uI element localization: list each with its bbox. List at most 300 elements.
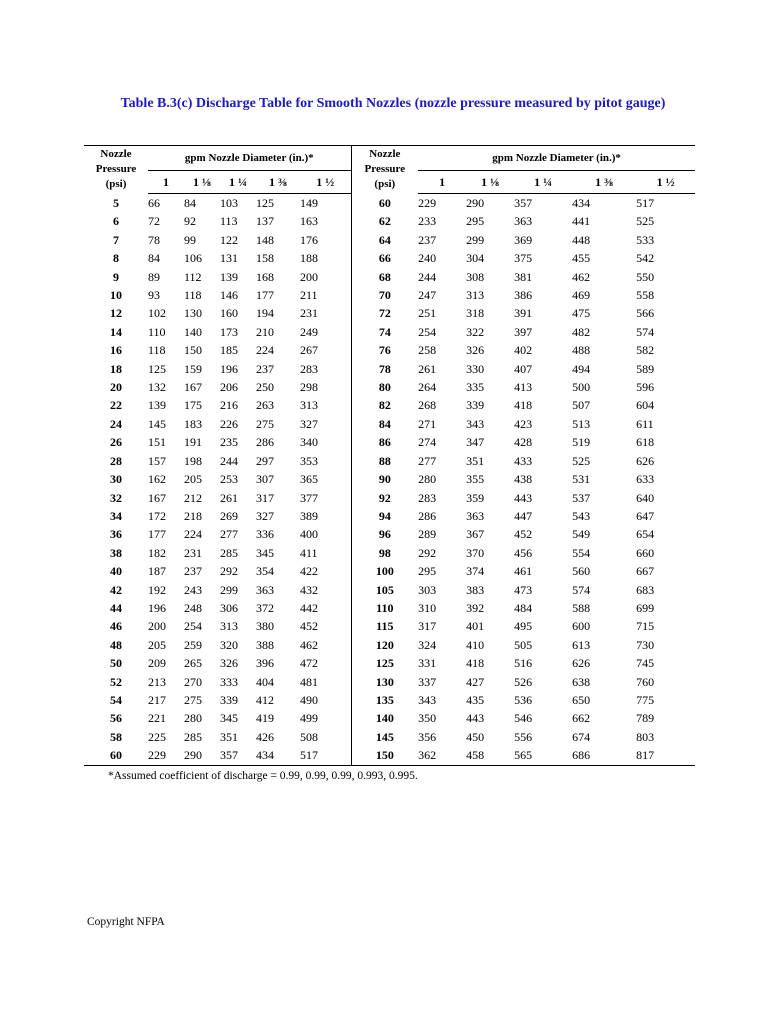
flow-cell: 452 xyxy=(514,527,533,542)
flow-cell: 488 xyxy=(572,343,591,358)
pressure-cell: 76 xyxy=(351,341,418,359)
flow-cell: 209 xyxy=(148,656,166,671)
flow-cell: 554 xyxy=(572,545,591,560)
flow-cell: 196 xyxy=(148,600,166,615)
flow-cell: 194 xyxy=(256,306,274,321)
table-row xyxy=(84,452,695,470)
table-row xyxy=(84,636,695,654)
flow-cell: 224 xyxy=(256,343,274,358)
flow-cell: 268 xyxy=(418,398,437,413)
pressure-cell: 38 xyxy=(110,545,122,560)
pressure-cell: 40 xyxy=(110,564,122,579)
pressure-cell: 26 xyxy=(110,435,122,450)
flow-cell: 350 xyxy=(418,711,437,726)
flow-cell: 274 xyxy=(418,435,437,450)
flow-cell: 462 xyxy=(572,269,591,284)
flow-cell: 185 xyxy=(220,343,238,358)
flow-cell: 149 xyxy=(300,196,318,210)
flow-cell: 330 xyxy=(466,361,485,376)
flow-cell: 271 xyxy=(418,416,437,431)
flow-cell: 139 xyxy=(148,398,166,413)
flow-cell: 450 xyxy=(466,729,485,744)
flow-cell: 259 xyxy=(184,637,202,652)
flow-cell: 187 xyxy=(148,564,166,579)
flow-cell: 775 xyxy=(636,692,655,707)
diameter-header-right: gpm Nozzle Diameter (in.)* xyxy=(418,146,695,171)
pressure-cell: 110 xyxy=(351,599,418,617)
flow-cell: 78 xyxy=(148,232,160,247)
flow-cell: 589 xyxy=(636,361,655,376)
flow-cell: 205 xyxy=(184,472,202,487)
flow-cell: 200 xyxy=(300,269,318,284)
flow-cell: 428 xyxy=(514,435,533,450)
flow-cell: 175 xyxy=(184,398,202,413)
flow-cell: 292 xyxy=(220,564,238,579)
pressure-cell: 54 xyxy=(110,692,122,707)
flow-cell: 337 xyxy=(418,674,437,689)
flow-cell: 380 xyxy=(256,619,274,634)
flow-cell: 442 xyxy=(300,600,318,615)
pressure-cell: 7 xyxy=(113,232,119,247)
flow-cell: 458 xyxy=(466,746,514,765)
flow-cell: 327 xyxy=(300,416,318,431)
flow-cell: 582 xyxy=(636,343,655,358)
pressure-cell: 125 xyxy=(351,654,418,672)
pressure-cell: 50 xyxy=(110,656,122,671)
flow-cell: 286 xyxy=(418,508,437,523)
flow-cell: 283 xyxy=(300,361,318,376)
flow-cell: 317 xyxy=(418,619,437,634)
table-row xyxy=(84,581,695,599)
pressure-header-left: Nozzle Pressure (psi) xyxy=(84,146,148,194)
pressure-cell: 8 xyxy=(113,251,119,266)
flow-cell: 412 xyxy=(256,692,274,707)
flow-cell: 216 xyxy=(220,398,238,413)
flow-cell: 254 xyxy=(184,619,202,634)
pressure-cell: 48 xyxy=(110,637,122,652)
flow-cell: 611 xyxy=(636,416,654,431)
pressure-cell: 12 xyxy=(110,306,122,321)
flow-cell: 343 xyxy=(418,692,437,707)
flow-cell: 198 xyxy=(184,453,202,468)
flow-cell: 596 xyxy=(636,380,655,395)
pressure-cell: 36 xyxy=(110,527,122,542)
flow-cell: 103 xyxy=(220,196,238,210)
flow-cell: 543 xyxy=(572,508,591,523)
flow-cell: 261 xyxy=(220,490,238,505)
flow-cell: 125 xyxy=(256,196,274,210)
flow-cell: 229 xyxy=(148,746,184,765)
flow-cell: 438 xyxy=(514,472,533,487)
flow-cell: 148 xyxy=(256,232,274,247)
flow-cell: 745 xyxy=(636,656,655,671)
flow-cell: 297 xyxy=(256,453,274,468)
flow-cell: 200 xyxy=(148,619,166,634)
flow-cell: 455 xyxy=(572,251,591,266)
flow-cell: 112 xyxy=(184,269,202,284)
flow-cell: 318 xyxy=(466,306,485,321)
flow-cell: 613 xyxy=(572,637,591,652)
flow-cell: 566 xyxy=(636,306,655,321)
pressure-cell: 74 xyxy=(351,323,418,341)
flow-cell: 574 xyxy=(572,582,591,597)
flow-cell: 374 xyxy=(466,564,485,579)
flow-cell: 407 xyxy=(514,361,533,376)
flow-cell: 699 xyxy=(636,600,655,615)
flow-cell: 66 xyxy=(148,196,160,210)
flow-cell: 574 xyxy=(636,324,655,339)
pressure-cell: 56 xyxy=(110,711,122,726)
size-1-1-2-header: 1 ½ xyxy=(300,171,351,194)
flow-cell: 817 xyxy=(636,746,695,765)
table-row xyxy=(84,673,695,691)
header-row xyxy=(84,146,695,171)
size-1-1-2-header: 1 ½ xyxy=(636,171,695,194)
flow-cell: 372 xyxy=(256,600,274,615)
flow-cell: 84 xyxy=(184,196,196,210)
flow-cell: 517 xyxy=(636,196,655,210)
table-row xyxy=(84,507,695,525)
table-row xyxy=(84,396,695,414)
flow-cell: 151 xyxy=(148,435,166,450)
pressure-cell: 84 xyxy=(351,415,418,433)
pressure-cell: 60 xyxy=(351,194,418,213)
flow-cell: 177 xyxy=(256,288,274,303)
flow-cell: 264 xyxy=(418,380,437,395)
flow-cell: 386 xyxy=(514,288,533,303)
flow-cell: 507 xyxy=(572,398,591,413)
flow-cell: 359 xyxy=(466,490,485,505)
pressure-cell: 78 xyxy=(351,360,418,378)
flow-cell: 177 xyxy=(148,527,166,542)
flow-cell: 375 xyxy=(514,251,533,266)
flow-cell: 182 xyxy=(148,545,166,560)
flow-cell: 213 xyxy=(148,674,166,689)
flow-cell: 340 xyxy=(300,435,318,450)
flow-cell: 481 xyxy=(300,674,318,689)
flow-cell: 84 xyxy=(148,251,160,266)
table-row xyxy=(84,489,695,507)
pressure-cell: 62 xyxy=(351,212,418,230)
flow-cell: 513 xyxy=(572,416,591,431)
pressure-cell: 16 xyxy=(110,343,122,358)
flow-cell: 326 xyxy=(466,343,485,358)
table-row xyxy=(84,415,695,433)
flow-cell: 231 xyxy=(300,306,318,321)
table-row xyxy=(84,194,695,213)
flow-cell: 525 xyxy=(636,214,655,229)
flow-cell: 565 xyxy=(514,746,572,765)
flow-cell: 125 xyxy=(148,361,166,376)
flow-cell: 226 xyxy=(220,416,238,431)
table-row xyxy=(84,433,695,451)
flow-cell: 432 xyxy=(300,582,318,597)
table-row xyxy=(84,599,695,617)
flow-cell: 158 xyxy=(256,251,274,266)
flow-cell: 404 xyxy=(256,674,274,689)
flow-cell: 331 xyxy=(418,656,437,671)
table-row xyxy=(84,323,695,341)
flow-cell: 326 xyxy=(220,656,238,671)
flow-cell: 484 xyxy=(514,600,533,615)
pressure-cell: 145 xyxy=(351,728,418,746)
flow-cell: 413 xyxy=(514,380,533,395)
table-row xyxy=(84,212,695,230)
pressure-cell: 20 xyxy=(110,380,122,395)
flow-cell: 118 xyxy=(184,288,202,303)
table-row xyxy=(84,654,695,672)
pressure-cell: 98 xyxy=(351,544,418,562)
pressure-cell: 34 xyxy=(110,508,122,523)
table-row xyxy=(84,562,695,580)
flow-cell: 235 xyxy=(220,435,238,450)
pressure-cell: 105 xyxy=(351,581,418,599)
pressure-cell: 44 xyxy=(110,600,122,615)
table-row xyxy=(84,544,695,562)
flow-cell: 283 xyxy=(418,490,437,505)
pressure-cell: 92 xyxy=(351,489,418,507)
flow-cell: 389 xyxy=(300,508,318,523)
flow-cell: 146 xyxy=(220,288,238,303)
flow-cell: 448 xyxy=(572,232,591,247)
flow-cell: 304 xyxy=(466,251,485,266)
flow-cell: 388 xyxy=(256,637,274,652)
pressure-cell: 140 xyxy=(351,709,418,727)
flow-cell: 517 xyxy=(300,746,351,765)
table-row xyxy=(84,525,695,543)
flow-cell: 244 xyxy=(220,453,238,468)
size-1-header: 1 xyxy=(148,171,184,194)
flow-cell: 558 xyxy=(636,288,655,303)
pressure-cell: 120 xyxy=(351,636,418,654)
flow-cell: 206 xyxy=(220,380,238,395)
flow-cell: 243 xyxy=(184,582,202,597)
pressure-cell: 24 xyxy=(110,416,122,431)
flow-cell: 383 xyxy=(466,582,485,597)
pressure-cell: 72 xyxy=(351,304,418,322)
flow-cell: 99 xyxy=(184,232,196,247)
flow-cell: 336 xyxy=(256,527,274,542)
flow-cell: 237 xyxy=(256,361,274,376)
pressure-cell: 115 xyxy=(351,617,418,635)
flow-cell: 72 xyxy=(148,214,160,229)
flow-cell: 286 xyxy=(256,435,274,450)
flow-cell: 367 xyxy=(466,527,485,542)
flow-cell: 654 xyxy=(636,527,655,542)
flow-cell: 327 xyxy=(256,508,274,523)
flow-cell: 92 xyxy=(184,214,196,229)
pressure-cell: 150 xyxy=(351,746,418,765)
flow-cell: 233 xyxy=(418,214,437,229)
flow-cell: 150 xyxy=(184,343,202,358)
pressure-cell: 28 xyxy=(110,453,122,468)
flow-cell: 650 xyxy=(572,692,591,707)
flow-cell: 345 xyxy=(220,711,238,726)
flow-cell: 224 xyxy=(184,527,202,542)
flow-cell: 381 xyxy=(514,269,533,284)
pressure-cell: 18 xyxy=(110,361,122,376)
flow-cell: 269 xyxy=(220,508,238,523)
flow-cell: 210 xyxy=(256,324,274,339)
flow-cell: 447 xyxy=(514,508,533,523)
flow-cell: 410 xyxy=(466,637,485,652)
flow-cell: 433 xyxy=(514,453,533,468)
flow-cell: 550 xyxy=(636,269,655,284)
flow-cell: 683 xyxy=(636,582,655,597)
flow-cell: 354 xyxy=(256,564,274,579)
flow-cell: 240 xyxy=(418,251,437,266)
flow-cell: 295 xyxy=(466,214,485,229)
flow-cell: 423 xyxy=(514,416,533,431)
pressure-cell: 86 xyxy=(351,433,418,451)
flow-cell: 253 xyxy=(220,472,238,487)
pressure-cell: 9 xyxy=(113,269,119,284)
flow-cell: 244 xyxy=(418,269,437,284)
flow-cell: 469 xyxy=(572,288,591,303)
flow-cell: 392 xyxy=(466,600,485,615)
pressure-cell: 5 xyxy=(113,195,119,210)
pressure-cell: 46 xyxy=(110,619,122,634)
flow-cell: 140 xyxy=(184,324,202,339)
flow-cell: 588 xyxy=(572,600,591,615)
flow-cell: 113 xyxy=(220,214,238,229)
flow-cell: 351 xyxy=(466,453,485,468)
flow-cell: 275 xyxy=(256,416,274,431)
size-1-1-8-header: 1 ⅛ xyxy=(466,171,514,194)
size-1-1-8-header: 1 ⅛ xyxy=(184,171,220,194)
flow-cell: 400 xyxy=(300,527,318,542)
flow-cell: 353 xyxy=(300,453,318,468)
flow-cell: 434 xyxy=(256,746,300,765)
pressure-cell: 82 xyxy=(351,396,418,414)
flow-cell: 205 xyxy=(148,637,166,652)
pressure-cell: 100 xyxy=(351,562,418,580)
pressure-cell: 130 xyxy=(351,673,418,691)
flow-cell: 218 xyxy=(184,508,202,523)
flow-cell: 662 xyxy=(572,711,591,726)
flow-cell: 370 xyxy=(466,545,485,560)
size-1-3-8-header: 1 ⅜ xyxy=(572,171,636,194)
pressure-cell: 10 xyxy=(110,288,122,303)
flow-cell: 298 xyxy=(300,380,318,395)
flow-cell: 419 xyxy=(256,711,274,726)
size-1-1-4-header: 1 ¼ xyxy=(514,171,572,194)
table-row xyxy=(84,231,695,249)
pressure-cell: 64 xyxy=(351,231,418,249)
pressure-cell: 68 xyxy=(351,268,418,286)
flow-cell: 250 xyxy=(256,380,274,395)
table-body xyxy=(84,194,695,766)
flow-cell: 626 xyxy=(572,656,591,671)
flow-cell: 89 xyxy=(148,269,160,284)
flow-cell: 191 xyxy=(184,435,202,450)
flow-cell: 343 xyxy=(466,416,485,431)
flow-cell: 145 xyxy=(148,416,166,431)
flow-cell: 363 xyxy=(256,582,274,597)
pressure-cell: 80 xyxy=(351,378,418,396)
pressure-cell: 30 xyxy=(110,472,122,487)
pressure-cell: 60 xyxy=(84,746,148,765)
flow-cell: 633 xyxy=(636,472,655,487)
flow-cell: 162 xyxy=(148,472,166,487)
table-row xyxy=(84,691,695,709)
flow-cell: 531 xyxy=(572,472,591,487)
flow-cell: 435 xyxy=(466,692,485,707)
flow-cell: 355 xyxy=(466,472,485,487)
table-row xyxy=(84,746,695,765)
flow-cell: 427 xyxy=(466,674,485,689)
flow-cell: 254 xyxy=(418,324,437,339)
flow-cell: 452 xyxy=(300,619,318,634)
flow-cell: 647 xyxy=(636,508,655,523)
pressure-cell: 94 xyxy=(351,507,418,525)
flow-cell: 172 xyxy=(148,508,166,523)
flow-cell: 317 xyxy=(256,490,274,505)
flow-cell: 160 xyxy=(220,306,238,321)
flow-cell: 396 xyxy=(256,656,274,671)
flow-cell: 418 xyxy=(466,656,485,671)
flow-cell: 363 xyxy=(514,214,533,229)
pressure-cell: 90 xyxy=(351,470,418,488)
flow-cell: 303 xyxy=(418,582,437,597)
flow-cell: 263 xyxy=(256,398,274,413)
flow-cell: 347 xyxy=(466,435,485,450)
diameter-header-left: gpm Nozzle Diameter (in.)* xyxy=(148,146,351,171)
flow-cell: 229 xyxy=(418,196,437,210)
table-row xyxy=(84,728,695,746)
flow-cell: 285 xyxy=(220,545,238,560)
flow-cell: 137 xyxy=(256,214,274,229)
flow-cell: 310 xyxy=(418,600,437,615)
table-row xyxy=(84,709,695,727)
flow-cell: 674 xyxy=(572,729,591,744)
flow-cell: 163 xyxy=(300,214,318,229)
flow-cell: 363 xyxy=(466,508,485,523)
pressure-cell: 52 xyxy=(110,674,122,689)
flow-cell: 285 xyxy=(184,729,202,744)
flow-cell: 159 xyxy=(184,361,202,376)
flow-cell: 306 xyxy=(220,600,238,615)
flow-cell: 139 xyxy=(220,269,238,284)
flow-cell: 418 xyxy=(514,398,533,413)
flow-cell: 626 xyxy=(636,453,655,468)
flow-cell: 251 xyxy=(418,306,437,321)
flow-cell: 130 xyxy=(184,306,202,321)
flow-cell: 441 xyxy=(572,214,591,229)
flow-cell: 280 xyxy=(184,711,202,726)
flow-cell: 339 xyxy=(220,692,238,707)
flow-cell: 542 xyxy=(636,251,655,266)
flow-cell: 456 xyxy=(514,545,533,560)
flow-cell: 638 xyxy=(572,674,591,689)
flow-cell: 556 xyxy=(514,729,533,744)
size-1-1-4-header: 1 ¼ xyxy=(220,171,256,194)
discharge-table xyxy=(84,145,695,766)
flow-cell: 290 xyxy=(466,196,485,210)
flow-cell: 217 xyxy=(148,692,166,707)
flow-cell: 422 xyxy=(300,564,318,579)
flow-cell: 211 xyxy=(300,288,318,303)
flow-cell: 176 xyxy=(300,232,318,247)
flow-cell: 247 xyxy=(418,288,437,303)
flow-cell: 475 xyxy=(572,306,591,321)
flow-cell: 110 xyxy=(148,324,166,339)
flow-cell: 397 xyxy=(514,324,533,339)
flow-cell: 122 xyxy=(220,232,238,247)
flow-cell: 434 xyxy=(572,196,591,210)
pressure-header-right: Nozzle Pressure (psi) xyxy=(351,146,418,194)
flow-cell: 411 xyxy=(300,545,318,560)
